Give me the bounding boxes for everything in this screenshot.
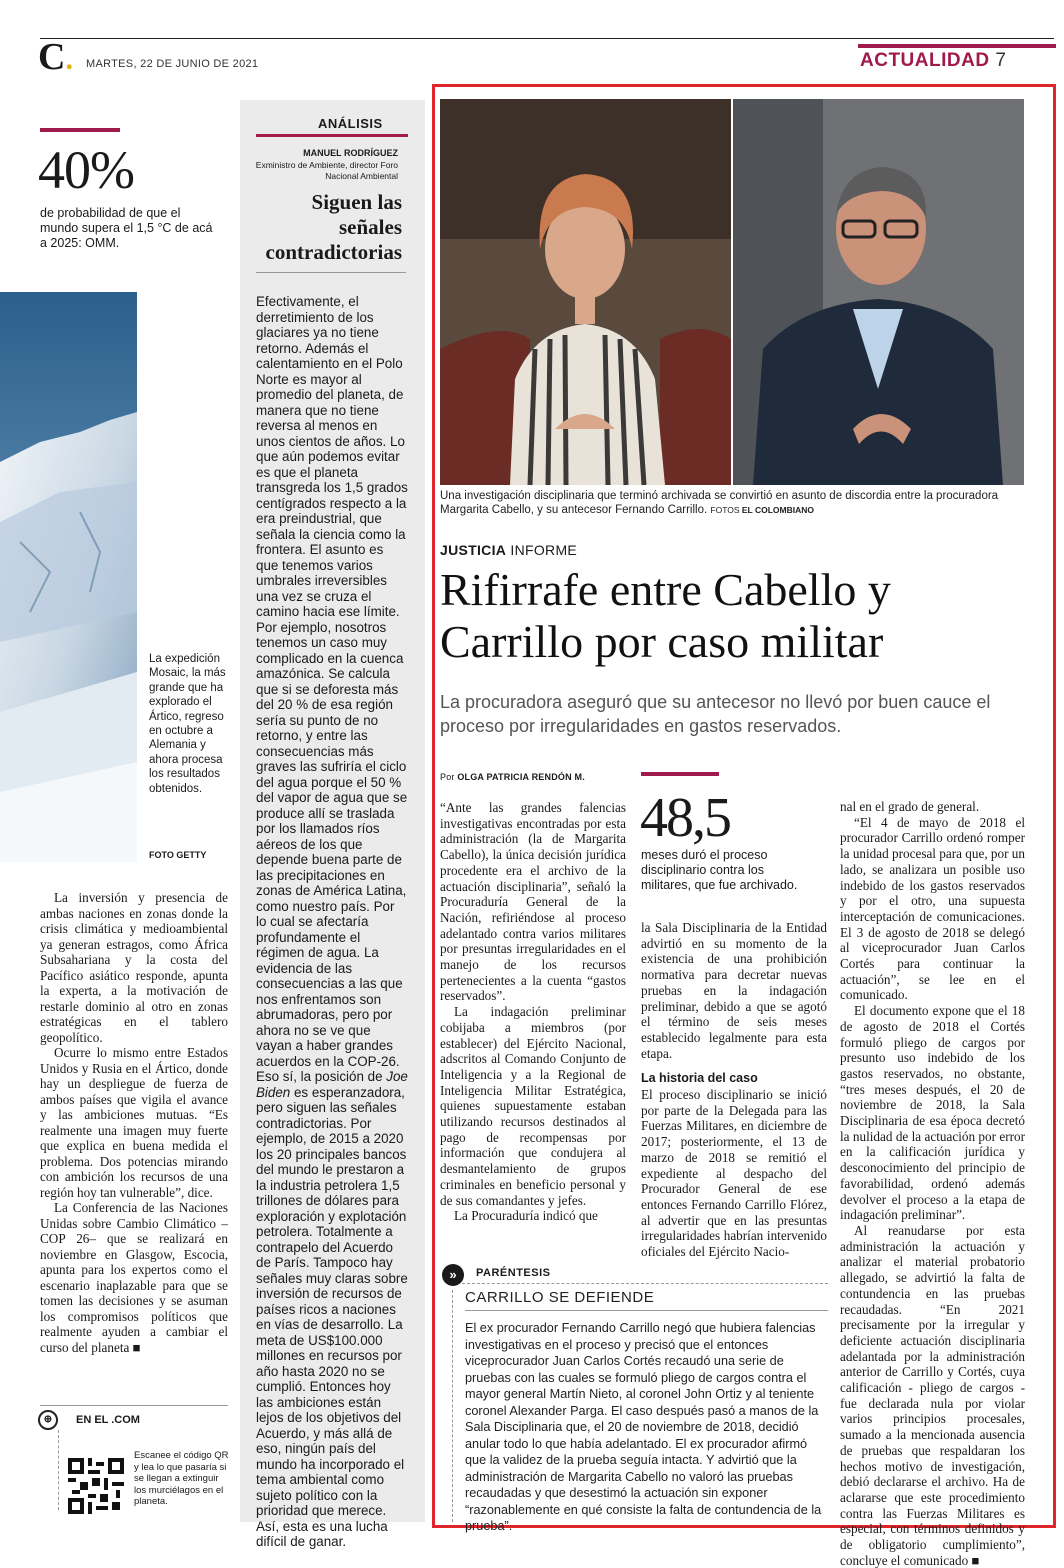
paragraph: Al reanudarse por esta administración la actuación y analizar el material probatorio allegado, se advirtió la falta de contundencia en las pruebas recaudadas. “En 2021 precisamente por la irregular y deficiente actuación disciplinaria adelantada por la administración anterior de Carrillo y Cortés, cuya calificación - pliego de cargos - fue declarada nula por violar varios principios procesales, sumado a la mencionada ausencia de pruebas que respaldaran los hechos motivo de investigación, debió declararse el archivo. Ha de aclararse que este procedimiento contra las Fuerzas Militares es especial, con términos definidos y de obligatorio cumplimiento”, concluye el comunicado ■ <box>840 1222 1025 1568</box>
web-promo-text: Escanee el código QR y lea lo que pasaría si se llegan a extinguir los murciélagos en el planeta. <box>134 1450 229 1507</box>
paragraph: la Sala Disciplinaria de la Entidad advirtió en su momento de la existencia de una prohibición normativa para decretar nuevas pruebas en la indagación preliminar, debido a que se agotó el término de seis meses establecido legalmente para esta etapa. <box>641 920 827 1061</box>
paragraph: La indagación preliminar cobijaba a miembros (por establecer) del Ejército Nacional, adscritos al Comando Conjunto de Inteligencia y a la Regional de Inteligencia Militar Estratégica, quienes supuestamente estaban utilizando recursos destinados al pago de recompensas por información que condujera al desmantelamiento de grupos criminales en beneficio personal y de sus comandantes y jefes. <box>440 1004 626 1208</box>
analysis-author: MANUEL RODRÍGUEZ <box>303 148 398 158</box>
newspaper-logo: C. <box>38 36 73 78</box>
stat-48-5: 48,5 <box>640 787 730 849</box>
analysis-author-role: Exministro de Ambiente, director Foro Nacional Ambiental <box>255 160 398 181</box>
paragraph: La Conferencia de las Naciones Unidas sobre Cambio Climático –COP 26– que se realizará en noviembre en Glasgow, Escocia, apunta para los expertos como el escenario inaplazable para que se tomen las decisiones y se asuman los compromisos políticos que realmente ayuden a cambiar el curso del planeta ■ <box>40 1200 228 1355</box>
stat-accent-bar <box>641 772 719 776</box>
web-promo-title: EN EL .COM <box>76 1414 140 1426</box>
paragraph: La inversión y presencia de ambas naciones en zonas donde la crisis climática y medioambiental ya generan estragos, como África Subsahariana y la costa del Pacífico asiático responde, apunta la experta, a la motivación de restarle dominio al otro en zonas estratégicas en el tablero geopolítico. <box>40 890 228 1045</box>
parentesis-divider <box>465 1310 828 1311</box>
issue-date: MARTES, 22 DE JUNIO DE 2021 <box>86 58 259 70</box>
stat-accent-bar <box>40 128 120 132</box>
article-deck: La procuradora aseguró que su antecesor no llevó por buen cauce el proceso por irregularidades en gastos reservados. <box>440 692 991 736</box>
paragraph: El proceso disciplinario se inició por parte de la Delegada para las Fuerzas Militares, en diciembre de 2017; posteriormente, el 13 de marzo de 2018 se remitió el expediente al despacho del Procurador General de ese entonces Fernando Carrillo Flórez, al advertir que en las presuntas irregularidades habrían intervenido oficiales del Ejército Nacio- <box>641 1087 827 1260</box>
stat-48-5-caption: meses duró el proceso disciplinario contra los militares, que fue archivado. <box>641 848 798 892</box>
parentesis-title: CARRILLO SE DEFIENDE <box>465 1289 655 1306</box>
article-column-2 <box>641 920 827 1260</box>
qr-code[interactable] <box>68 1458 124 1514</box>
page-number: 7 <box>995 50 1007 71</box>
parentesis-body: El ex procurador Fernando Carrillo negó que hubiera falencias investigativas en el proceso y precisó que el entonces viceprocurador Juan Carlos Cortés recaudó una serie de pruebas con las cuales se formuló pliego de cargos contra el mayor general Martín Nieto, al coronel John Ortiz y al teniente coronel Alexander Parga. El caso después pasó a manos de la Sala Disciplinaria que, el 20 de noviembre de 2018, decidió anular todo lo que había adelantado. El ex procurador afirmó que la validez de la prueba seguía intacta. Y advirtió que la administración de Margarita Cabello no valoró las pruebas recaudadas y que desestimó la actuación sin exponer “razonablemente en qué consiste la falta de contundencia de la prueba”. <box>465 1321 822 1533</box>
analysis-divider <box>256 272 406 273</box>
analysis-title: Siguen las señales contradictorias <box>265 190 402 264</box>
left-body-text <box>40 890 228 1355</box>
header-rule <box>40 38 1054 39</box>
article-column-3 <box>840 799 1025 1568</box>
analysis-label: ANÁLISIS <box>318 116 383 131</box>
parentesis-icon: » <box>442 1264 464 1286</box>
web-promo-dashed-line <box>58 1430 59 1510</box>
paragraph: La Procuraduría indicó que <box>454 1208 598 1224</box>
photo-credit: FOTOS EL COLOMBIANO <box>710 505 814 515</box>
parentesis-label: PARÉNTESIS <box>476 1267 551 1279</box>
web-promo-icon: ⊕ <box>38 1410 58 1430</box>
photo-margarita-cabello <box>440 99 731 485</box>
section-name: ACTUALIDAD 7 <box>860 50 1007 71</box>
subheading: La historia del caso <box>641 1071 758 1086</box>
paragraph: nal en el grado de general. <box>840 799 980 814</box>
arctic-photo-caption: La expedición Mosaic, la más grande que ha explorado el Ártico, regreso en octubre a Alemania y ahora procesa los resultados obtenidos. <box>149 653 226 795</box>
article-byline: Por OLGA PATRICIA RENDÓN M. <box>440 772 585 782</box>
parentesis-dashed-line <box>452 1290 453 1522</box>
arctic-photo-credit: FOTO GETTY <box>149 850 207 860</box>
analysis-accent-bar <box>256 134 408 137</box>
paragraph: El documento expone que el 18 de agosto de 2018 el Cortés formuló pliego de cargos por presunto uso indebido de los gastos reservados, no obstante, “tres meses después, el 20 de noviembre de 2018, la Sala Disciplinaria de esa época decretó la nulidad de la actuación por error en la calificación jurídica y desconocimiento del principio de favorabilidad, ordenó además devolver el proceso a la etapa de indagación preliminar”. <box>840 1003 1025 1223</box>
article-column-1 <box>440 800 626 1224</box>
article-kicker: JUSTICIA INFORME <box>440 542 578 558</box>
paragraph: Ocurre lo mismo entre Estados Unidos y Rusia en el Ártico, donde hay un despliegue de fuerza de ambos países que vigila el avance y las ambiciones mutuas. “Es realmente una imagen muy fuerte que explica en buena medida el problema. Dos potencias mirando con ambición los recursos de una región hoy tan vulnerable”, dice. <box>40 1045 228 1200</box>
photo-fernando-carrillo <box>733 99 1024 485</box>
parentesis-dashed-line <box>462 1283 828 1284</box>
analysis-body: Efectivamente, el derretimiento de los glaciares ya no tiene retorno. Además el calentamiento en el Polo Norte es mayor al promedio del planeta, de manera que no tiene reversa al menos en unos cientos de años. Lo que aún podemos evitar es que el planeta transgreda los 1,5 grados centígrados respecto a la era preindustrial, que señala la ciencia como la frontera. El asunto es que tenemos varios umbrales irreversibles una vez se cruza el camino hacia ese límite. Por ejemplo, nosotros tenemos un caso muy complicado en la cuenca amazónica. Se calcula que si se deforesta más del 20 % de esa región sería su punto de no retorno, y entre las consecuencias más graves las sufriría el ciclo del agua porque el 50 % del vapor de agua que se produce allí se traslada por los llamados ríos aéreos de los que depende buena parte de las precipitaciones en zonas de América Latina, como nuestro país. Por lo cual se afectaría profundamente el régimen de agua. La evidencia de las consecuencias a las que nos enfrentamos son abrumadoras, pero por ahora no se ve que vayan a haber grandes acuerdos en la COP-26. Eso sí, la posición de Joe Biden es esperanzadora, pero siguen las señales contradictorias. Por ejemplo, de 2015 a 2020 los 20 principales bancos del mundo le prestaron a la industria petrolera 1,5 trillones de dólares para exploración y explotación petrolera. Totalmente a contrapelo del Acuerdo de París. Tampoco hay señales muy claras sobre inversión de recursos de países ricos a naciones en vías de desarrollo. La meta de US$100.000 millones en recursos por año hasta 2020 no se cumplió. Entonces hoy las ambiciones están lejos de los objetivos del Acuerdo, y más allá de eso, ningún país del mundo ha incorporado el tema ambiental como sujeto político con la prioridad que merece. Así, esta es una lucha difícil de ganar. <box>256 294 408 1549</box>
paragraph: “El 4 de mayo de 2018 el procurador Carrillo ordenó romper la unidad procesal para que, por un lado, se analizara un posible uso indebido de los gastos reservados y por el otro, una supuesta interceptación de comunicaciones. El 3 de agosto de 2018 se delegó al viceprocurador Juan Carlos Cortés para continuar la actuación”, se lee en el comunicado. <box>840 814 1025 1003</box>
paragraph: “Ante las grandes falencias investigativas encontradas por esta administración (la de Margarita Cabello), la única decisión jurídica procedente era el archivo de la actuación disciplinaria”, señaló la Procuraduría General de la Nación, refiriéndose al proceso adelantado contra varios militares por presuntas irregularidades en el manejo de los recursos pertenecientes a la cuenta “gastos reservados”. <box>440 800 626 1004</box>
stat-40-caption: de probabilidad de que el mundo supera el 1,5 °C de acá a 2025: OMM. <box>40 206 213 250</box>
photo-caption: Una investigación disciplinaria que terminó archivada se convirtió en asunto de discordia entre la procuradora Margarita Cabello, y su antecesor Fernando Carrillo. FOTOS EL COLOMBIANO <box>440 490 999 516</box>
article-headline: Rifirrafe entre Cabello y Carrillo por caso militar <box>440 564 891 667</box>
section-accent-bar <box>858 44 1056 48</box>
stat-40-percent: 40% <box>38 140 134 200</box>
web-promo-divider <box>40 1405 228 1406</box>
arctic-photo <box>0 292 137 862</box>
